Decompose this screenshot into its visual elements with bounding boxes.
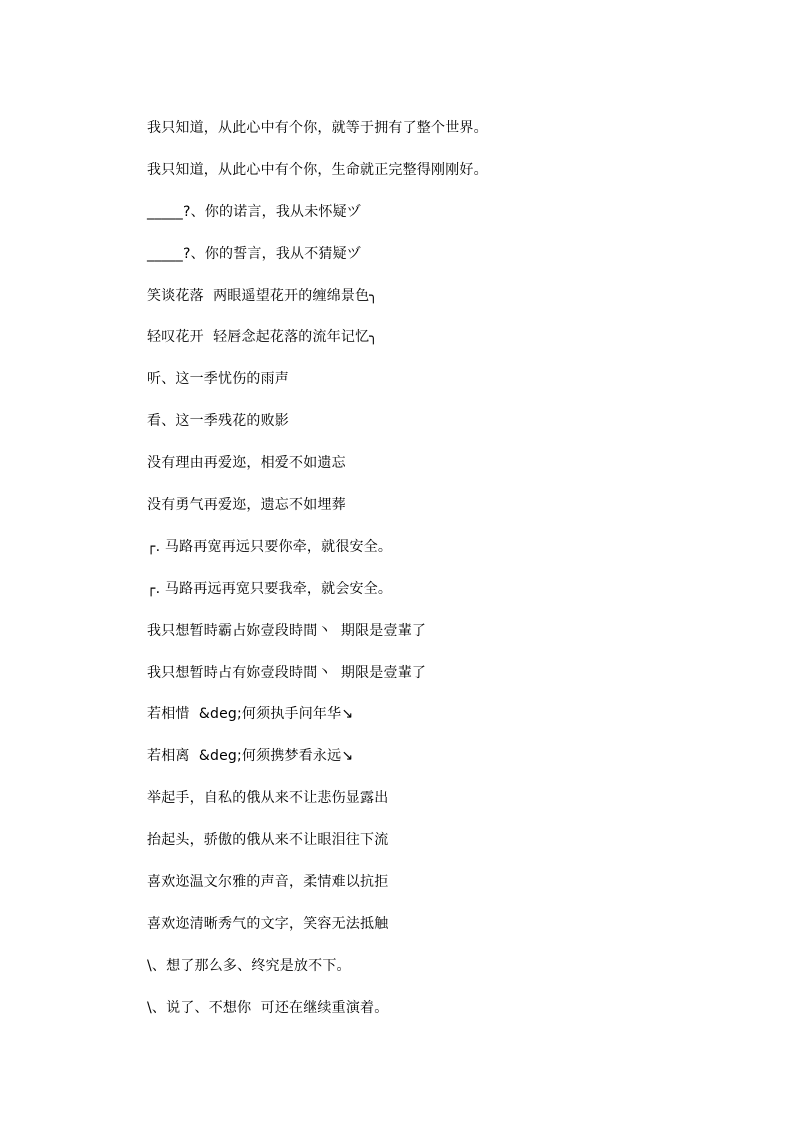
text-line: 若相离 &deg;何须携梦看永远↘ [147,748,354,765]
text-line: 轻叹花开 轻唇念起花落的流年记忆╮ [147,329,378,346]
text-line: 我只知道，从此心中有个你，生命就正完整得刚刚好。 [147,161,488,178]
text-line: 我只知道，从此心中有个你，就等于拥有了整个世界。 [147,120,488,136]
text-line: 没有理由再爱迩，相爱不如遗忘 [147,455,346,472]
text-line: \、说了、不想你 可还在继续重演着。 [147,999,389,1016]
text-line: 抬起头，骄傲的俄从来不让眼泪往下流 [147,832,389,849]
text-line: ┌. 马路再远再宽只要我牵，就会安全。 [147,580,393,597]
text-line: 喜欢迩温文尔雅的声音，柔情难以抗拒 [147,874,389,891]
text-line: 举起手，自私的俄从来不让悲伤显露出 [147,790,389,807]
text-line: _____?、你的诺言，我从未怀疑ヅ [147,203,362,220]
text-line: ┌. 马路再宽再远只要你牵，就很安全。 [147,538,393,555]
text-line: 听、这一季忧伤的雨声 [147,371,289,388]
text-line: 笑谈花落 两眼遥望花开的缠绵景色╮ [147,287,378,304]
text-line: 喜欢迩清晰秀气的文字，笑容无法抵触 [147,915,389,932]
text-line: 看、这一季残花的败影 [147,413,289,430]
text-line: 我只想暂時霸占妳壹段時間丶 期限是壹輩了 [147,622,427,639]
text-line: 若相惜 &deg;何须执手问年华↘ [147,706,354,723]
text-line: \、想了那么多、终究是放不下。 [147,957,351,974]
text-line: 我只想暂時占有妳壹段時間丶 期限是壹輩了 [147,664,427,681]
text-line: _____?、你的誓言，我从不猜疑ヅ [147,245,362,262]
text-body [147,118,747,1040]
text-line: 没有勇气再爱迩，遗忘不如埋葬 [147,497,346,514]
